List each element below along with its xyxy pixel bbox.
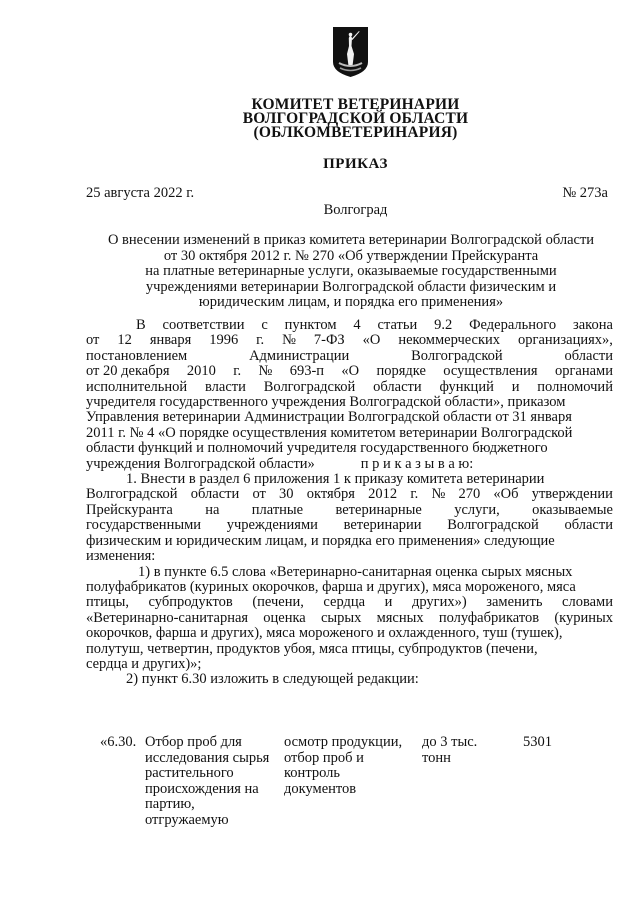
word: оказываемые [532, 501, 613, 518]
text-line [86, 333, 613, 348]
text-line [86, 364, 613, 379]
word: порядке [376, 363, 426, 380]
word: соответствии [162, 317, 245, 333]
text-line: 2) пункт 6.30 изложить в следующей редакции: [126, 671, 419, 688]
word: на [205, 501, 220, 518]
word: Федерального [469, 317, 557, 333]
text-line: учредителя государственного учреждения Волгоградской области», приказом [86, 394, 566, 411]
word: № [258, 363, 273, 380]
word: 7-ФЗ [313, 332, 345, 349]
text-line [86, 380, 613, 395]
org-name-line-1: КОМИТЕТ ВЕТЕРИНАРИИ [251, 96, 460, 113]
document-subject [86, 233, 616, 311]
word: 4 [353, 317, 361, 333]
document-type: ПРИКАЗ [323, 156, 388, 172]
document-body [86, 318, 613, 688]
cell-line: контроль [284, 765, 340, 781]
word: полномочий [537, 378, 613, 395]
word: области [564, 347, 613, 364]
subject-line: от 30 октября 2012 г. № 270 «Об утверждении Прейскуранта [163, 247, 539, 264]
word: 9.2 [434, 317, 453, 333]
word: услуги, [454, 501, 500, 518]
word: от [252, 486, 266, 503]
word: сырых [320, 609, 362, 626]
text-line: 2011 г. № 4 «О порядке осуществления комитетом ветеринарии Волгоградской [86, 424, 573, 441]
spacer [315, 457, 361, 472]
word: закона [572, 317, 613, 333]
word: птицы, [86, 594, 129, 611]
text-line: окорочков, фарша и других), мяса мороженого и охлажденного, туш (тушек), [86, 625, 563, 642]
word: г. [233, 363, 242, 380]
word: «Об [493, 486, 519, 503]
word: некоммерческих [398, 332, 501, 349]
word: от 20 декабря [86, 363, 170, 380]
word: 2012 [368, 486, 398, 503]
cell-line: тонн [422, 749, 451, 766]
text-line [86, 518, 613, 533]
word: «О [362, 332, 381, 349]
cell-line: растительного [145, 765, 234, 781]
word: государственными [86, 517, 202, 534]
word: от [86, 332, 100, 349]
word: № [282, 332, 296, 349]
word: словами [562, 594, 613, 611]
document-number: № 273а [562, 185, 608, 201]
word: 270 [458, 486, 481, 503]
subject-line: юридическим лицам, и порядка его применения» [198, 294, 504, 310]
text-line [86, 318, 613, 333]
item-code: «6.30. [100, 734, 137, 750]
word: (печени, [252, 594, 304, 611]
word: «О [341, 363, 360, 380]
text-line [86, 595, 613, 610]
org-name-line-2: ВОЛГОГРАДСКОЙ ОБЛАСТИ [242, 110, 469, 127]
item-service [145, 735, 269, 828]
text-line: 1) в пункте 6.5 слова «Ветеринарно-санитарная оценка сырых мясных [138, 563, 573, 580]
text-segment: учреждения Волгоградской области» [86, 455, 315, 472]
word: функций [439, 378, 494, 395]
subject-line: учреждениями ветеринарии Волгоградской области физическим и [145, 278, 557, 295]
word: учреждениями [226, 517, 318, 534]
cell-line: до 3 тыс. [422, 734, 478, 750]
word: осуществления [443, 363, 538, 380]
cell-line: отбор проб и [284, 749, 364, 766]
word: В [136, 317, 146, 333]
word: сердца [323, 594, 366, 611]
text-line [86, 349, 613, 364]
word: субпродуктов [148, 594, 233, 611]
word: Волгоградской [411, 347, 503, 364]
word: Волгоградской [447, 517, 539, 534]
word: утверждении [531, 486, 613, 503]
word: 1996 [209, 332, 239, 349]
item-price: 5301 [523, 734, 552, 750]
item-volume [422, 735, 477, 766]
word: платные [251, 501, 304, 518]
word: 2010 [186, 363, 216, 380]
word: 12 [117, 332, 132, 349]
cell-line: документов [284, 780, 357, 797]
cell-line: осмотр продукции, [284, 734, 403, 750]
word: «Ветеринарно-санитарная [86, 609, 249, 626]
order-directive: п р и к а з ы в а ю: [360, 455, 474, 472]
document-city: Волгоград [323, 202, 388, 218]
text-line: полуфабрикатов (куриных окорочков, фарша и других), мяса мороженого, мяса [86, 578, 576, 595]
text-line: полутуш, четвертин, продуктов убоя, мяса птицы, субпродуктов (печени, [86, 640, 538, 657]
word: области [564, 517, 613, 534]
word: постановлением [86, 347, 188, 364]
word: заменить [486, 594, 543, 611]
word: области [373, 378, 422, 395]
word: г. [410, 486, 419, 503]
word: с [261, 317, 268, 333]
word: оценка [263, 609, 306, 626]
cell-line: Отбор проб для [145, 734, 242, 750]
word: 693-п [289, 363, 325, 380]
word: полуфабрикатов [438, 609, 540, 626]
cell-line: происхождения на [145, 780, 259, 797]
word: и [511, 378, 520, 395]
word: января [149, 332, 192, 349]
word: ветеринарии [343, 517, 422, 534]
word: Волгоградской [86, 486, 178, 503]
word: № [431, 486, 446, 503]
word: мясных [376, 609, 424, 626]
text-line: 1. Внести в раздел 6 приложения 1 к приказу комитета ветеринарии [126, 471, 545, 488]
word: органами [554, 363, 613, 380]
word: и [384, 594, 393, 611]
text-line: области функций и полномочий учредителя государственного бюджетного [86, 440, 548, 457]
word: Прейскуранта [86, 501, 173, 518]
word: Администрации [249, 347, 350, 364]
subject-line: О внесении изменений в приказ комитета ветеринарии Волгоградской области [107, 232, 595, 248]
word: (куриных [554, 609, 613, 626]
text-line [86, 611, 613, 626]
text-line [86, 487, 613, 502]
subject-line: на платные ветеринарные услуги, оказываемые государственными [145, 263, 557, 279]
word: ветеринарные [335, 501, 422, 518]
cell-line: партию, [145, 796, 195, 812]
word: октября [306, 486, 355, 503]
cell-line: отгружаемую [145, 811, 229, 828]
coat-of-arms-emblem [332, 26, 369, 78]
text-line [86, 503, 613, 518]
text-line: физическим и юридическим лицам, и порядка его применения» следующие [86, 532, 555, 549]
word: других») [411, 594, 467, 611]
text-line [86, 457, 613, 472]
text-line: сердца и других)»; [86, 655, 202, 672]
text-line: Управления ветеринарии Администрации Волгоградской области от 31 января [86, 409, 572, 426]
cell-line: исследования сырья [145, 749, 270, 766]
word: области [190, 486, 240, 503]
document-date: 25 августа 2022 г. [86, 185, 195, 201]
word: пунктом [284, 317, 337, 333]
word: г. [256, 332, 265, 349]
word: 30 [279, 486, 294, 503]
word: статьи [377, 317, 418, 333]
org-name-line-3: (ОБЛКОМВЕТЕРИНАРИЯ) [253, 124, 458, 141]
word: исполнительной [86, 378, 188, 395]
item-work [284, 735, 402, 797]
word: власти [205, 378, 246, 395]
text-line: изменения: [86, 548, 156, 565]
word: организациях», [518, 332, 613, 349]
word: Волгоградской [263, 378, 356, 395]
